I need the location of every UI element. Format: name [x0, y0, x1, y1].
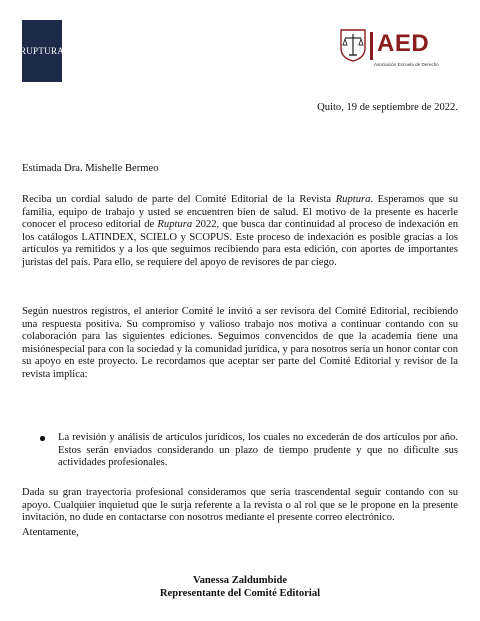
list-item — [40, 432, 458, 470]
signature-title: Representante del Comité Editorial — [159, 587, 321, 599]
paragraph-records: Según nuestros registros, el anterior Comité le invitó a ser revisora del Comité Editorial, recibiendo una respuesta positiva. Su compromiso y valioso trabajo nos motiva a continuar contando con su colaboración para las siguientes ediciones. Seguimos convencidos de que la academia tiene una misiónespecial para con la sociedad y la comunidad jurídica, y para nosotros sería un honor contar con su apoyo en este proyecto. Le recordamos que aceptar ser parte del Comité Editorial y revisor de la revista implica: — [22, 306, 458, 380]
scales-of-justice-icon — [338, 28, 368, 62]
paragraph-intro-part-a: Reciba un cordial saludo de parte del Comité Editorial de la Revista — [22, 194, 336, 205]
ruptura-logo — [19, 20, 65, 82]
signature-block — [0, 575, 480, 600]
paragraph-intro — [22, 194, 458, 270]
closing-phrase: Atentamente, — [22, 527, 79, 538]
aed-logo — [338, 28, 464, 76]
journal-name: Ruptura — [157, 219, 193, 231]
paragraph-intro-part-b: . Esperamos que su familia, equipo de trabajo y usted se encuentren bien de salud. El motivo de la presente es hacerle conocer el proceso editorial de — [22, 194, 458, 231]
list-item-text: La revisión y análisis de artículos jurídicos, los cuales no excederán de dos artículos por año. Estos serán enviados considerando un plazo de tiempo prudente y que no dificulte sus actividades profesionales. — [58, 432, 458, 469]
aed-logo-text: AED — [377, 30, 430, 57]
signature-name: Vanessa Zaldumbide — [192, 575, 288, 586]
bullet-list — [40, 432, 458, 470]
aed-logo-subtext: Asociación Escuela de Derecho — [374, 62, 439, 67]
paragraph-intro-part-c: 2022, que busca dar continuidad al proceso de indexación en los catálogos LATINDEX, SCIELO y SCOPUS. Este proceso de indexación es posible gracias a los artículos ya remitidos y a los que seguimos recibiendo para esta edición, con aportes de importantes juristas del país. Para ello, se requiere del apoyo de revisores de par ciego. — [22, 219, 459, 268]
logo-divider — [370, 32, 373, 60]
paragraph-closing: Dada su gran trayectoria profesional consideramos que sería trascendental seguir contando con su apoyo. Cualquier inquietud que le surja referente a la revista o al rol que se le propone en la presente invitación, no dude en contactarse con nosotros mediante el presente correo electrónico. — [22, 487, 458, 524]
letter-date: Quito, 19 de septiembre de 2022. — [317, 102, 458, 113]
journal-name: Ruptura — [335, 194, 371, 205]
salutation: Estimada Dra. Mishelle Bermeo — [22, 163, 159, 174]
ruptura-logo-text: RUPTURA — [19, 46, 65, 56]
bullet-icon — [40, 436, 45, 441]
